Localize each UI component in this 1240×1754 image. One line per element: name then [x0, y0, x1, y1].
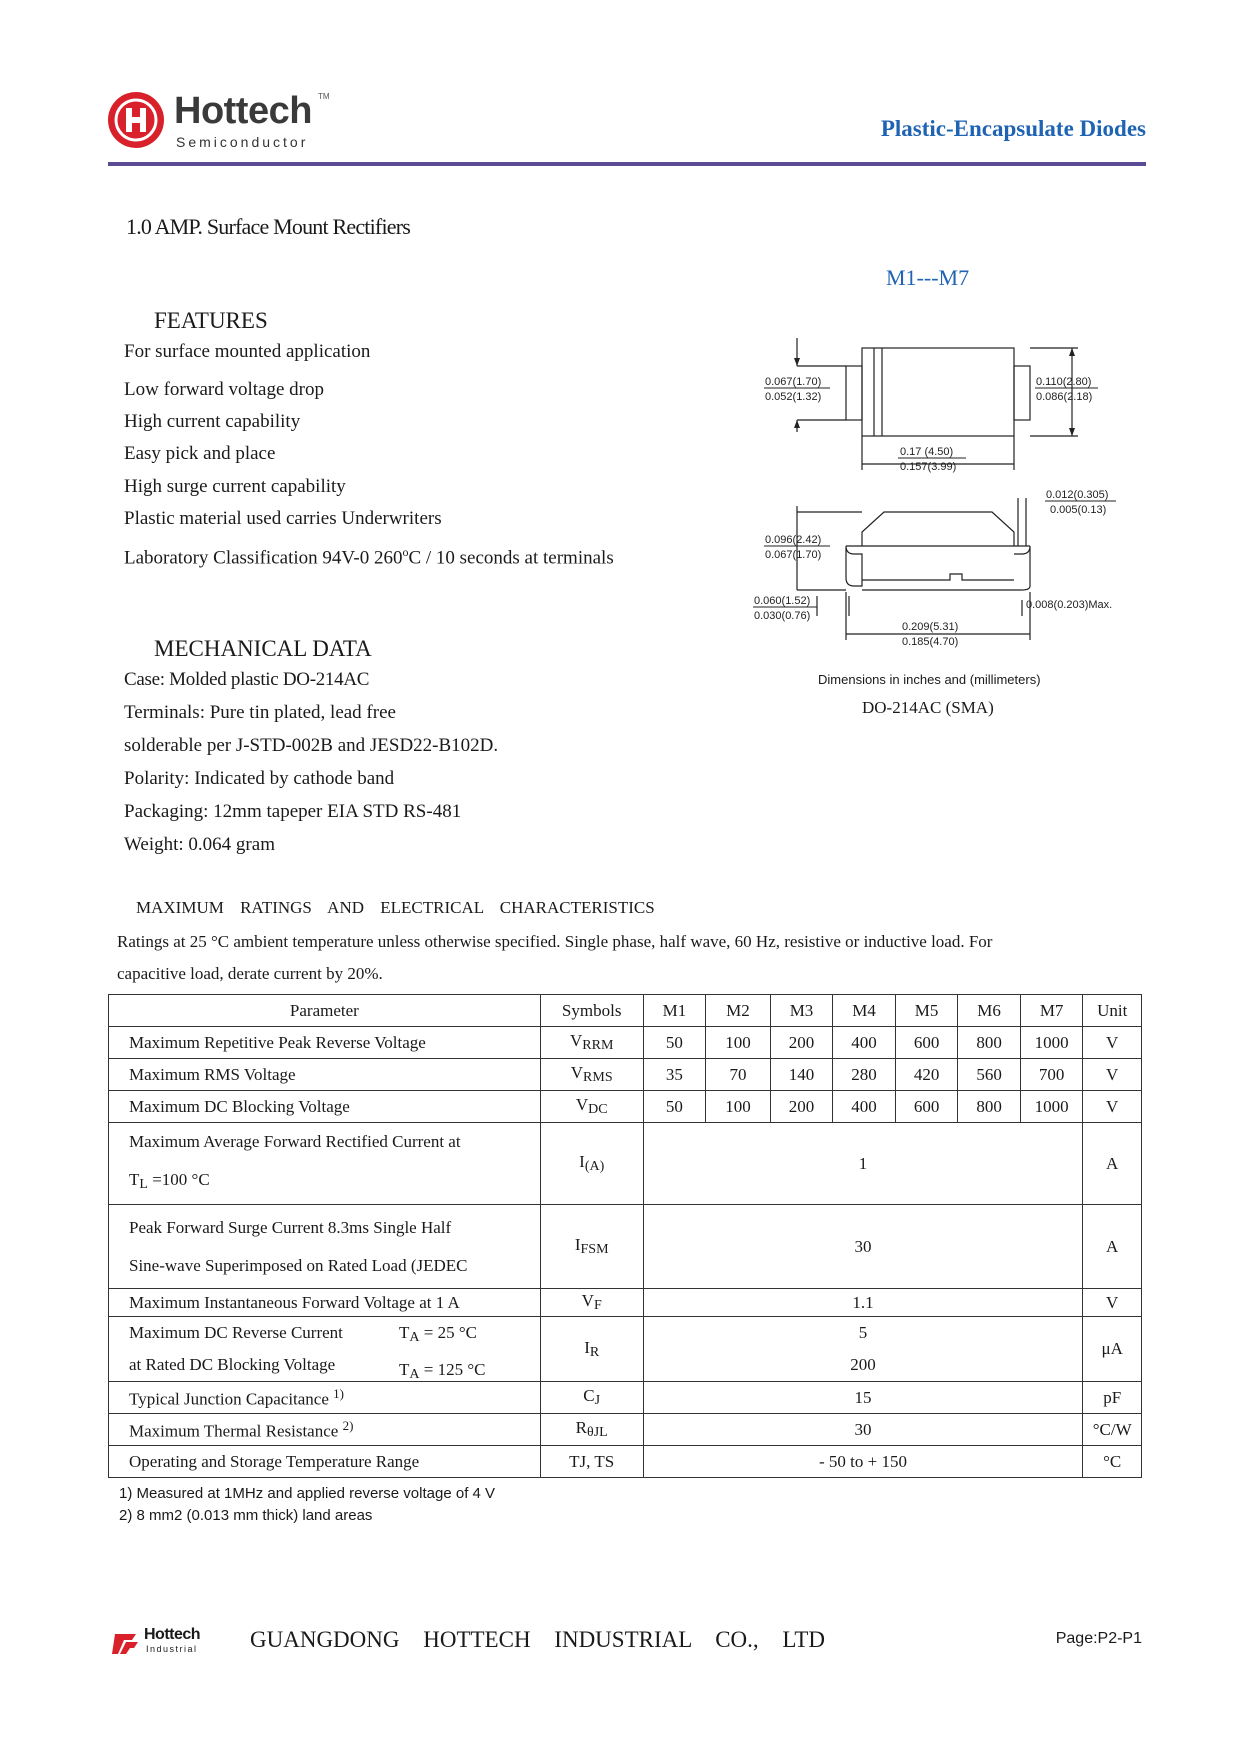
- feature-item: Laboratory Classification 94V-0 260$^o$C / 10 seconds at terminals: [124, 545, 614, 569]
- unit-cell: A: [1083, 1205, 1142, 1289]
- column-header: Symbols: [540, 995, 643, 1027]
- mechanical-heading: MECHANICAL DATA: [154, 636, 372, 661]
- brand-logo: [108, 92, 348, 156]
- dim-label: 0.209(5.31): [902, 621, 959, 633]
- unit-cell: V: [1083, 1091, 1142, 1123]
- mechanical-item: Case: Molded plastic DO-214AC: [124, 669, 370, 690]
- dim-label: 0.067(1.70): [765, 376, 822, 388]
- unit-cell: A: [1083, 1123, 1142, 1205]
- dim-label: 0.17 (4.50): [900, 446, 954, 458]
- mechanical-item: Packaging: 12mm tapeper EIA STD RS-481: [124, 801, 462, 822]
- value-cell: 5 200: [643, 1317, 1083, 1382]
- column-header: M4: [833, 995, 896, 1027]
- page-number: Page:P2-P1: [1055, 1630, 1142, 1647]
- header-rule: [108, 162, 1146, 166]
- dim-label: 0.110(2.80): [1036, 376, 1092, 388]
- dim-label: 0.086(2.18): [1036, 391, 1093, 403]
- symbol-cell: $I_{(A)}$: [540, 1123, 643, 1205]
- param-cell: Peak Forward Surge Current 8.3ms Single Half Sine-wave Superimposed on Rated Load (JEDEC: [109, 1205, 541, 1289]
- value-cell: 30: [643, 1205, 1083, 1289]
- unit-cell: V: [1083, 1289, 1142, 1317]
- symbol-cell: TJ, TS: [540, 1446, 643, 1478]
- column-header: M1: [643, 995, 706, 1027]
- dim-label: 0.060(1.52): [754, 595, 811, 607]
- column-header: M7: [1020, 995, 1083, 1027]
- dim-label: 0.012(0.305): [1046, 489, 1109, 501]
- company-name: GUANGDONG HOTTECH INDUSTRIAL CO., LTD: [250, 1627, 825, 1652]
- footer-logo-icon: [112, 1628, 142, 1658]
- mechanical-item: solderable per J-STD-002B and JESD22-B102D.: [124, 735, 499, 756]
- footer-logo-sub: Industrial: [146, 1644, 198, 1654]
- product-category: Plastic-Encapsulate Diodes: [880, 116, 1146, 141]
- brand-subtitle: Semiconductor: [176, 134, 309, 150]
- value-cell: 30: [643, 1414, 1083, 1446]
- param-cell: Maximum Average Forward Rectified Current at $T_L =100$ °C: [109, 1123, 541, 1205]
- symbol-cell: $I_{FSM}$: [540, 1205, 643, 1289]
- unit-cell: μA: [1083, 1317, 1142, 1382]
- symbol-cell: $I_R$: [540, 1317, 643, 1382]
- ratings-note: capacitive load, derate current by 20%.: [117, 964, 383, 983]
- mechanical-item: Polarity: Indicated by cathode band: [124, 768, 395, 789]
- table-row: [109, 1027, 1142, 1059]
- table-row: [109, 1091, 1142, 1123]
- table-row: [109, 1059, 1142, 1091]
- ratings-table: [108, 994, 1142, 1478]
- feature-item: Plastic material used carries Underwriters: [124, 508, 442, 529]
- value-cell: 35: [643, 1059, 706, 1091]
- value-cell: 800: [958, 1091, 1021, 1123]
- value-cell: 1000: [1020, 1091, 1083, 1123]
- ratings-note: Ratings at 25 °C ambient temperature unless otherwise specified. Single phase, half wave, 60 Hz, resistive or inductive load. For: [117, 932, 993, 951]
- dim-label: 0.052(1.32): [765, 391, 822, 403]
- brand-name: Hottech: [174, 90, 312, 132]
- column-header: M6: [958, 995, 1021, 1027]
- column-header: M5: [895, 995, 958, 1027]
- value-cell: 100: [706, 1027, 771, 1059]
- feature-item: High current capability: [124, 411, 301, 432]
- part-range: M1---M7: [886, 265, 970, 290]
- symbol-cell: $R_{\theta JL}$: [540, 1414, 643, 1446]
- value-cell: 600: [895, 1091, 958, 1123]
- param-cell: Typical Junction Capacitance $^{1)}$: [109, 1382, 541, 1414]
- param-cell: Maximum DC Blocking Voltage: [109, 1091, 541, 1123]
- table-row: [109, 1446, 1142, 1478]
- symbol-cell: $V_{DC}$: [540, 1091, 643, 1123]
- footnote: 1) Measured at 1MHz and applied reverse voltage of 4 V: [119, 1485, 496, 1502]
- feature-item: For surface mounted application: [124, 341, 371, 362]
- value-cell: 420: [895, 1059, 958, 1091]
- footer-logo-text: Hottech: [144, 1626, 201, 1643]
- value-cell: 700: [1020, 1059, 1083, 1091]
- value-cell: 1000: [1020, 1027, 1083, 1059]
- unit-cell: °C/W: [1083, 1414, 1142, 1446]
- unit-cell: V: [1083, 1059, 1142, 1091]
- value-cell: - 50 to + 150: [643, 1446, 1083, 1478]
- diagram-caption: Dimensions in inches and (millimeters): [818, 672, 1041, 687]
- symbol-cell: $V_{RMS}$: [540, 1059, 643, 1091]
- column-header: Parameter: [109, 995, 541, 1027]
- value-cell: 280: [833, 1059, 896, 1091]
- mechanical-item: Weight: 0.064 gram: [124, 834, 275, 855]
- symbol-cell: $V_F$: [540, 1289, 643, 1317]
- value-cell: 200: [770, 1091, 833, 1123]
- package-name: DO-214AC (SMA): [862, 698, 994, 717]
- value-cell: 560: [958, 1059, 1021, 1091]
- column-header: Unit: [1083, 995, 1142, 1027]
- symbol-cell: $V_{RRM}$: [540, 1027, 643, 1059]
- table-row: [109, 1289, 1142, 1317]
- footnote: 2) 8 mm2 (0.013 mm thick) land areas: [119, 1507, 373, 1524]
- value-cell: 70: [706, 1059, 771, 1091]
- value-cell: 140: [770, 1059, 833, 1091]
- value-cell: 50: [643, 1027, 706, 1059]
- param-cell: Operating and Storage Temperature Range: [109, 1446, 541, 1478]
- value-cell: 200: [770, 1027, 833, 1059]
- dim-label: 0.030(0.76): [754, 610, 811, 622]
- table-row: [109, 1205, 1142, 1289]
- unit-cell: °C: [1083, 1446, 1142, 1478]
- value-cell: 1.1: [643, 1289, 1083, 1317]
- dim-label: 0.157(3.99): [900, 461, 957, 473]
- value-cell: 800: [958, 1027, 1021, 1059]
- column-header: M2: [706, 995, 771, 1027]
- package-outline-diagram: [750, 332, 1130, 672]
- dim-label: 0.096(2.42): [765, 534, 822, 546]
- unit-cell: V: [1083, 1027, 1142, 1059]
- ratings-heading: MAXIMUM RATINGS AND ELECTRICAL CHARACTERISTICS: [136, 898, 655, 917]
- dim-label: 0.067(1.70): [765, 549, 822, 561]
- table-row: [109, 1382, 1142, 1414]
- table-row: [109, 1414, 1142, 1446]
- value-cell: 100: [706, 1091, 771, 1123]
- dim-label: 0.008(0.203)Max.: [1026, 599, 1113, 611]
- dim-label: 0.185(4.70): [902, 636, 959, 648]
- column-header: M3: [770, 995, 833, 1027]
- document-title: 1.0 AMP. Surface Mount Rectifiers: [126, 214, 411, 239]
- value-cell: 1: [643, 1123, 1083, 1205]
- param-cell: Maximum RMS Voltage: [109, 1059, 541, 1091]
- feature-item: Easy pick and place: [124, 443, 276, 464]
- feature-item: High surge current capability: [124, 476, 346, 497]
- value-cell: 50: [643, 1091, 706, 1123]
- brand-trademark: TM: [318, 92, 330, 101]
- param-cell: Maximum Thermal Resistance $^{2)}$: [109, 1414, 541, 1446]
- features-heading: FEATURES: [154, 308, 268, 333]
- feature-item: Low forward voltage drop: [124, 379, 324, 400]
- value-cell: 15: [643, 1382, 1083, 1414]
- unit-cell: pF: [1083, 1382, 1142, 1414]
- dim-label: 0.005(0.13): [1050, 504, 1107, 516]
- logo-mark-icon: [108, 92, 164, 148]
- param-cell: Maximum Instantaneous Forward Voltage at 1 A: [109, 1289, 541, 1317]
- footer-logo: [112, 1626, 222, 1660]
- table-row: [109, 1317, 1142, 1382]
- value-cell: 400: [833, 1091, 896, 1123]
- param-cell: Maximum Repetitive Peak Reverse Voltage: [109, 1027, 541, 1059]
- value-cell: 400: [833, 1027, 896, 1059]
- table-header-row: [109, 995, 1142, 1027]
- mechanical-item: Terminals: Pure tin plated, lead free: [124, 702, 396, 723]
- param-cell: Maximum DC Reverse Current at Rated DC Blocking Voltage $T_A = 25$ °C $T_A = 125$ °C: [109, 1317, 541, 1382]
- value-cell: 600: [895, 1027, 958, 1059]
- symbol-cell: $C_J$: [540, 1382, 643, 1414]
- table-row: [109, 1123, 1142, 1205]
